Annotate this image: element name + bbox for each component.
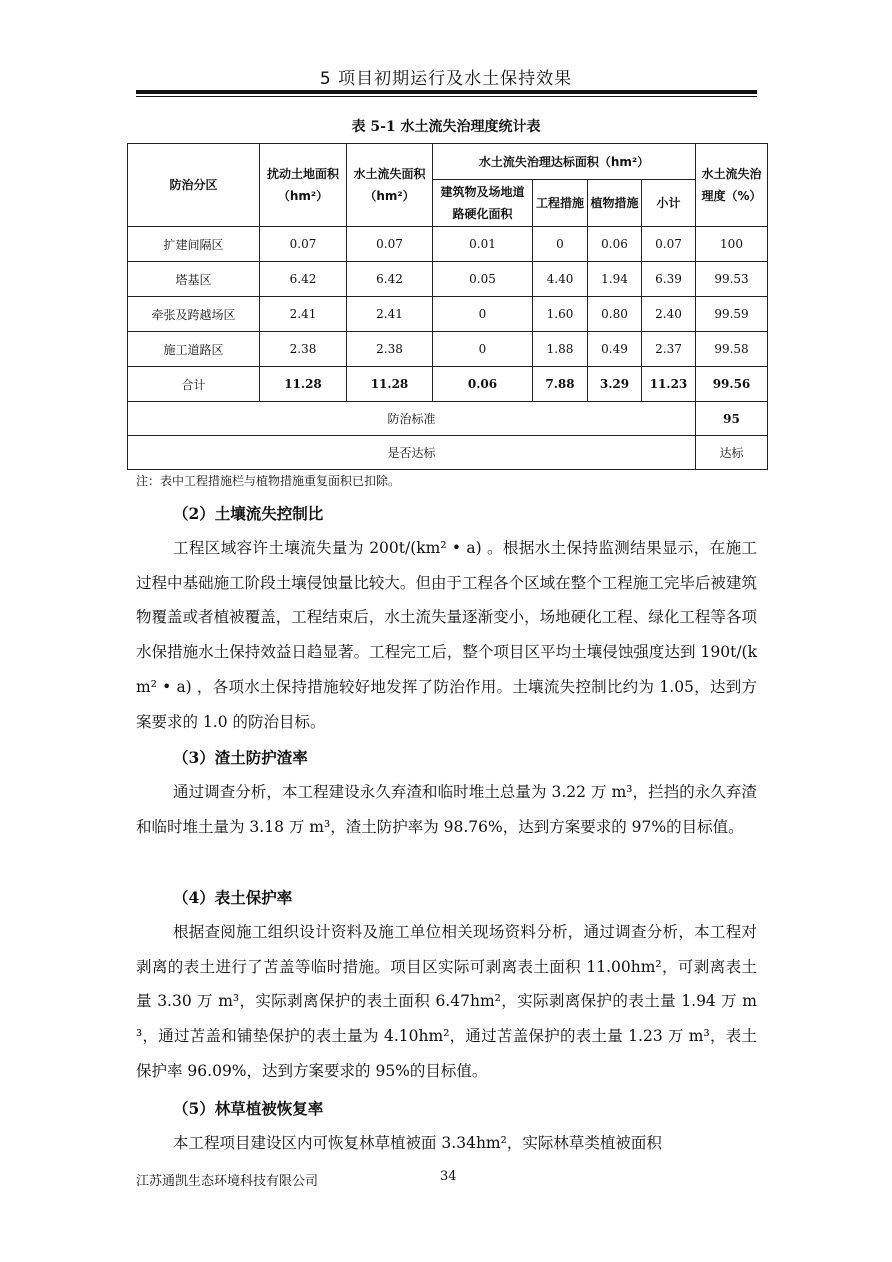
row-plant: 3.29 xyxy=(588,367,642,402)
paragraph-2: 工程区域容许土壤流失量为 200t/(km² • a) 。根据水土保持监测结果显示，在施工过程中基础施工阶段土壤侵蚀量比较大。但由于工程各个区域在整个工程施工完毕后被建筑物覆盖或者植被覆盖，工程结束后，水土流失量逐渐变小，场地硬化工程、绿化工程等各项水保措施水土保持效益日趋显著。工程完工后，整个项目区平均土壤侵蚀强度达到 190t/(km² • a) ，各项水土保持措施较好地发挥了防治作用。土壤流失控制比约为 1.05，达到方案要求的 1.0 的防治目标。 xyxy=(136,539,757,731)
row-building: 0 xyxy=(433,332,533,367)
table-row xyxy=(128,227,768,262)
met-row xyxy=(128,436,768,470)
row-engineering: 1.88 xyxy=(533,332,588,367)
table-row xyxy=(128,297,768,332)
paragraph-4: 根据查阅施工组织设计资料及施工单位相关现场资料分析，通过调查分析，本工程对剥离的表土进行了苫盖等临时措施。项目区实际可剥离表土面积 11.00hm²，可剥离表土量 3.30 万 m³，实际剥离保护的表土面积 6.47hm²，实际剥离保护的表土量 1.94 万 m³，通过苫盖和铺垫保护的表土量为 4.10hm²，通过苫盖保护的表土量 1.23 万 m³，表土保护率 96.09%，达到方案要求的 95%的目标值。 xyxy=(136,923,757,1080)
table-total-row xyxy=(128,367,768,402)
row-plant: 0.80 xyxy=(588,297,642,332)
header-erosion-area: 水土流失面积（hm²） xyxy=(347,144,433,227)
row-engineering: 7.88 xyxy=(533,367,588,402)
row-degree: 99.53 xyxy=(696,262,768,297)
header-rule-thin xyxy=(136,96,757,97)
header-subtotal: 小计 xyxy=(642,180,696,227)
row-erosion: 2.41 xyxy=(347,297,433,332)
footer-company: 江苏通凯生态环境科技有限公司 xyxy=(136,1174,319,1189)
paragraph-3: 通过调查分析，本工程建设永久弃渣和临时堆土总量为 3.22 万 m³，拦挡的永久弃渣和临时堆土量为 3.18 万 m³，渣土防护率为 98.76%，达到方案要求的 97%的目标值。 xyxy=(136,783,757,836)
met-label: 是否达标 xyxy=(128,436,696,470)
row-disturbed: 11.28 xyxy=(260,367,347,402)
section-heading-4: （4）表土保护率 xyxy=(173,888,293,907)
table-row xyxy=(128,262,768,297)
header-plant: 植物措施 xyxy=(588,180,642,227)
table-row xyxy=(128,332,768,367)
row-plant: 1.94 xyxy=(588,262,642,297)
header-treated-group: 水土流失治理达标面积（hm²） xyxy=(433,144,696,180)
row-erosion: 0.07 xyxy=(347,227,433,262)
row-engineering: 4.40 xyxy=(533,262,588,297)
page-header-title: 5 项目初期运行及水土保持效果 xyxy=(319,69,573,89)
row-building: 0.06 xyxy=(433,367,533,402)
header-degree: 水土流失治理度（%） xyxy=(696,144,768,227)
row-building: 0.01 xyxy=(433,227,533,262)
paragraph-5: 本工程项目建设区内可恢复林草植被面 3.34hm²，实际林草类植被面积 xyxy=(173,1134,662,1152)
section-heading-5: （5）林草植被恢复率 xyxy=(173,1099,324,1118)
row-engineering: 0 xyxy=(533,227,588,262)
table-caption: 表 5-1 水土流失治理度统计表 xyxy=(351,119,541,135)
row-degree: 99.56 xyxy=(696,367,768,402)
row-subtotal: 2.40 xyxy=(642,297,696,332)
row-degree: 99.58 xyxy=(696,332,768,367)
page-number: 34 xyxy=(440,1169,457,1184)
header-building: 建筑物及场地道路硬化面积 xyxy=(433,180,533,227)
row-erosion: 11.28 xyxy=(347,367,433,402)
section-heading-3: （3）渣土防护渣率 xyxy=(173,748,308,767)
header-zone: 防治分区 xyxy=(128,144,260,227)
row-subtotal: 11.23 xyxy=(642,367,696,402)
header-disturbed-area: 扰动土地面积（hm²） xyxy=(260,144,347,227)
row-subtotal: 2.37 xyxy=(642,332,696,367)
section-heading-2: （2）土壤流失控制比 xyxy=(173,504,324,523)
row-erosion: 6.42 xyxy=(347,262,433,297)
row-plant: 0.49 xyxy=(588,332,642,367)
header-engineering: 工程措施 xyxy=(533,180,588,227)
standard-value: 95 xyxy=(696,402,768,436)
header-rule-thick xyxy=(136,90,757,94)
row-degree: 99.59 xyxy=(696,297,768,332)
table-note: 注：表中工程措施栏与植物措施重复面积已扣除。 xyxy=(136,474,401,488)
row-engineering: 1.60 xyxy=(533,297,588,332)
row-zone: 合计 xyxy=(128,367,260,402)
row-erosion: 2.38 xyxy=(347,332,433,367)
row-disturbed: 6.42 xyxy=(260,262,347,297)
row-disturbed: 0.07 xyxy=(260,227,347,262)
row-disturbed: 2.41 xyxy=(260,297,347,332)
row-zone: 牵张及跨越场区 xyxy=(128,297,260,332)
row-plant: 0.06 xyxy=(588,227,642,262)
statistics-table xyxy=(127,143,768,470)
row-zone: 施工道路区 xyxy=(128,332,260,367)
standard-row xyxy=(128,402,768,436)
standard-label: 防治标准 xyxy=(128,402,696,436)
row-degree: 100 xyxy=(696,227,768,262)
row-building: 0 xyxy=(433,297,533,332)
row-zone: 塔基区 xyxy=(128,262,260,297)
row-zone: 扩建间隔区 xyxy=(128,227,260,262)
row-subtotal: 6.39 xyxy=(642,262,696,297)
row-subtotal: 0.07 xyxy=(642,227,696,262)
met-value: 达标 xyxy=(696,436,768,470)
row-disturbed: 2.38 xyxy=(260,332,347,367)
row-building: 0.05 xyxy=(433,262,533,297)
